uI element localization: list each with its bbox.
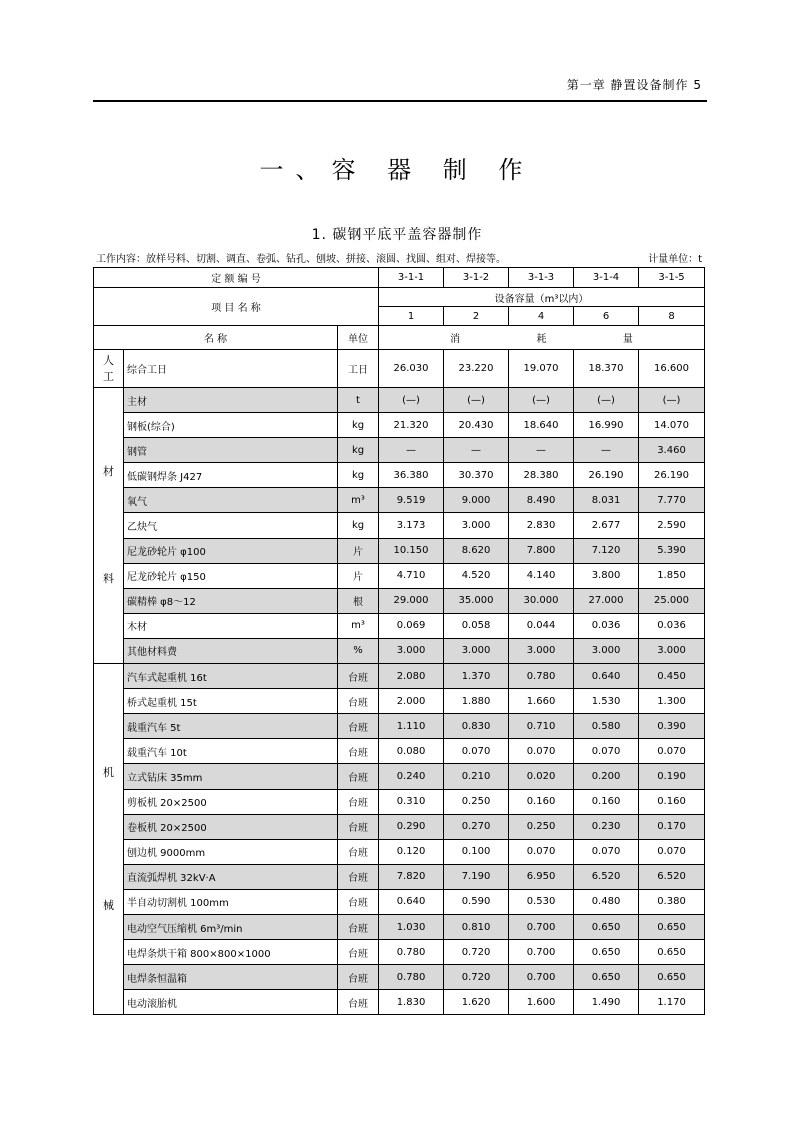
value-cell: 28.380 (509, 463, 574, 488)
value-cell: 35.000 (444, 588, 509, 613)
consumption-label: 消 (450, 334, 461, 345)
value-cell: 3.800 (574, 563, 639, 588)
page-title: 一、容 器 制 作 (259, 156, 535, 184)
value-cell: (—) (379, 388, 444, 413)
value-cell: 0.070 (509, 739, 574, 764)
value-cell: 3.000 (444, 638, 509, 663)
value-cell: 6.520 (574, 864, 639, 889)
value-cell: 20.430 (444, 413, 509, 438)
machinery-row (94, 864, 705, 889)
value-cell: 0.170 (639, 814, 705, 839)
machinery-row (94, 739, 705, 764)
item-name: 综合工日 (124, 350, 338, 388)
value-cell: 0.036 (639, 613, 705, 638)
item-unit: 台班 (338, 689, 379, 714)
value-cell: 0.810 (444, 914, 509, 939)
item-name: 立式钻床 35mm (124, 764, 338, 789)
value-cell: 5.390 (639, 538, 705, 563)
value-cell: 10.150 (379, 538, 444, 563)
machinery-category-label: 机 (103, 765, 114, 779)
value-cell: 0.380 (639, 889, 705, 914)
value-cell: 0.160 (509, 789, 574, 814)
value-cell: 0.710 (509, 714, 574, 739)
value-cell: 1.490 (574, 990, 639, 1015)
value-cell: 3.000 (574, 638, 639, 663)
value-cell: 14.070 (639, 413, 705, 438)
item-name-label: 项 目 名 称 (94, 288, 379, 326)
item-unit: 台班 (338, 664, 379, 689)
value-cell: 18.370 (574, 350, 639, 388)
value-cell: 0.650 (639, 914, 705, 939)
value-cell: 7.770 (639, 488, 705, 513)
item-unit: kg (338, 438, 379, 463)
value-cell: 0.070 (509, 839, 574, 864)
value-cell: 3.000 (639, 638, 705, 663)
value-cell: 0.190 (639, 764, 705, 789)
value-cell: 2.080 (379, 664, 444, 689)
machinery-category-label: 械 (103, 898, 114, 912)
item-name: 钢板(综合) (124, 413, 338, 438)
value-cell: (—) (639, 388, 705, 413)
item-name: 载重汽车 5t (124, 714, 338, 739)
value-cell: 1.110 (379, 714, 444, 739)
value-cell: 0.650 (574, 965, 639, 990)
machinery-row (94, 689, 705, 714)
item-name: 直流弧焊机 32kV·A (124, 864, 338, 889)
item-unit: 台班 (338, 990, 379, 1015)
code-cell: 3-1-4 (574, 268, 639, 288)
value-cell: 16.600 (639, 350, 705, 388)
value-cell: 7.800 (509, 538, 574, 563)
machinery-row (94, 940, 705, 965)
value-cell: 0.036 (574, 613, 639, 638)
value-cell: 0.230 (574, 814, 639, 839)
unit-note: 计量单位：t (648, 254, 702, 265)
material-category-label: 料 (103, 572, 114, 586)
item-name: 乙炔气 (124, 513, 338, 538)
capacity-cell: 8 (639, 307, 705, 326)
value-cell: 0.480 (574, 889, 639, 914)
material-row (94, 613, 705, 638)
value-cell: 0.250 (509, 814, 574, 839)
value-cell: 27.000 (574, 588, 639, 613)
item-unit: kg (338, 413, 379, 438)
item-unit: 台班 (338, 864, 379, 889)
value-cell: 4.520 (444, 563, 509, 588)
labor-row (94, 350, 705, 388)
header-rule (93, 100, 707, 102)
value-cell: 18.640 (509, 413, 574, 438)
value-cell: 1.660 (509, 689, 574, 714)
value-cell: 1.030 (379, 914, 444, 939)
material-row (94, 588, 705, 613)
value-cell: 0.650 (639, 965, 705, 990)
value-cell: 9.000 (444, 488, 509, 513)
item-unit: 台班 (338, 839, 379, 864)
item-name: 电动空气压缩机 6m³/min (124, 914, 338, 939)
capacity-cell: 4 (509, 307, 574, 326)
material-row (94, 513, 705, 538)
item-unit: 台班 (338, 814, 379, 839)
value-cell: 1.830 (379, 990, 444, 1015)
value-cell: 36.380 (379, 463, 444, 488)
value-cell: 1.880 (444, 689, 509, 714)
item-name: 氧气 (124, 488, 338, 513)
value-cell: 0.250 (444, 789, 509, 814)
value-cell: 0.070 (639, 739, 705, 764)
value-cell: 26.030 (379, 350, 444, 388)
machinery-category-cell (94, 664, 124, 1015)
value-cell: 1.600 (509, 990, 574, 1015)
code-cell: 3-1-3 (509, 268, 574, 288)
value-cell: 0.070 (574, 839, 639, 864)
value-cell: 0.780 (379, 940, 444, 965)
labor-category-label: 工 (103, 369, 114, 383)
machinery-row (94, 965, 705, 990)
value-cell: 25.000 (639, 588, 705, 613)
value-cell: — (444, 438, 509, 463)
labor-category-cell (94, 350, 124, 388)
value-cell: 7.120 (574, 538, 639, 563)
value-cell: 26.190 (639, 463, 705, 488)
consumption-label: 量 (622, 334, 633, 345)
value-cell: 0.720 (444, 965, 509, 990)
value-cell: 7.190 (444, 864, 509, 889)
value-cell: — (509, 438, 574, 463)
value-cell: 9.519 (379, 488, 444, 513)
value-cell: 6.520 (639, 864, 705, 889)
material-row (94, 488, 705, 513)
item-name: 卷板机 20×2500 (124, 814, 338, 839)
item-name: 电动滚胎机 (124, 990, 338, 1015)
item-unit: kg (338, 463, 379, 488)
value-cell: (—) (574, 388, 639, 413)
capacity-cell: 1 (379, 307, 444, 326)
item-name: 钢管 (124, 438, 338, 463)
value-cell: 2.830 (509, 513, 574, 538)
value-cell: 1.370 (444, 664, 509, 689)
item-unit: t (338, 388, 379, 413)
code-cell: 3-1-2 (444, 268, 509, 288)
value-cell: 3.000 (509, 638, 574, 663)
value-cell: 19.070 (509, 350, 574, 388)
item-unit: 片 (338, 563, 379, 588)
value-cell: 0.210 (444, 764, 509, 789)
material-category-cell (94, 388, 124, 664)
item-name: 电焊条烘干箱 800×800×1000 (124, 940, 338, 965)
value-cell: 0.640 (574, 664, 639, 689)
item-name: 剪板机 20×2500 (124, 789, 338, 814)
material-category-label: 材 (103, 464, 114, 478)
item-unit: 台班 (338, 764, 379, 789)
material-row (94, 638, 705, 663)
value-cell: 0.640 (379, 889, 444, 914)
value-cell: 0.310 (379, 789, 444, 814)
capacity-label-row (94, 288, 705, 307)
column-header-row (94, 326, 705, 350)
value-cell: 1.170 (639, 990, 705, 1015)
machinery-row (94, 889, 705, 914)
machinery-row (94, 714, 705, 739)
item-name: 木材 (124, 613, 338, 638)
value-cell: 1.300 (639, 689, 705, 714)
consumption-header (379, 326, 705, 350)
item-unit: 工日 (338, 350, 379, 388)
item-unit: 台班 (338, 889, 379, 914)
value-cell: 0.070 (574, 739, 639, 764)
value-cell: 2.590 (639, 513, 705, 538)
value-cell: 8.620 (444, 538, 509, 563)
item-name: 碳精棒 φ8～12 (124, 588, 338, 613)
value-cell: 0.160 (639, 789, 705, 814)
quota-table (93, 267, 705, 1015)
item-name: 电焊条恒温箱 (124, 965, 338, 990)
name-column-header: 名 称 (94, 326, 338, 350)
labor-category-label: 人 (103, 353, 114, 367)
value-cell: 7.820 (379, 864, 444, 889)
material-row (94, 538, 705, 563)
value-cell: 21.320 (379, 413, 444, 438)
value-cell: 2.677 (574, 513, 639, 538)
material-row (94, 438, 705, 463)
value-cell: 0.780 (509, 664, 574, 689)
value-cell: 0.700 (509, 965, 574, 990)
item-unit: 台班 (338, 965, 379, 990)
machinery-row (94, 764, 705, 789)
capacity-cell: 2 (444, 307, 509, 326)
item-name: 尼龙砂轮片 φ150 (124, 563, 338, 588)
value-cell: 0.720 (444, 940, 509, 965)
item-name: 主材 (124, 388, 338, 413)
value-cell: 2.000 (379, 689, 444, 714)
value-cell: 30.000 (509, 588, 574, 613)
item-name: 其他材料费 (124, 638, 338, 663)
capacity-label: 设备容量（m³以内） (379, 288, 705, 307)
item-unit: 片 (338, 538, 379, 563)
value-cell: 0.700 (509, 914, 574, 939)
item-unit: 台班 (338, 739, 379, 764)
value-cell: 8.490 (509, 488, 574, 513)
section-title: 1. 碳钢平底平盖容器制作 (311, 227, 483, 243)
value-cell: 0.069 (379, 613, 444, 638)
consumption-label: 耗 (536, 334, 547, 345)
value-cell: — (574, 438, 639, 463)
item-unit: 台班 (338, 714, 379, 739)
value-cell: 1.850 (639, 563, 705, 588)
machinery-row (94, 990, 705, 1015)
value-cell: 0.650 (574, 914, 639, 939)
value-cell: 3.173 (379, 513, 444, 538)
item-name: 半自动切割机 100mm (124, 889, 338, 914)
value-cell: 3.460 (639, 438, 705, 463)
item-unit: m³ (338, 613, 379, 638)
material-row (94, 563, 705, 588)
machinery-row (94, 789, 705, 814)
value-cell: 0.700 (509, 940, 574, 965)
value-cell: 0.020 (509, 764, 574, 789)
code-cell: 3-1-5 (639, 268, 705, 288)
item-unit: 台班 (338, 940, 379, 965)
value-cell: (—) (444, 388, 509, 413)
value-cell: 0.080 (379, 739, 444, 764)
item-name: 刨边机 9000mm (124, 839, 338, 864)
value-cell: 29.000 (379, 588, 444, 613)
chapter-header: 第一章 静置设备制作 5 (566, 78, 702, 92)
item-name: 低碳钢焊条 J427 (124, 463, 338, 488)
capacity-cell: 6 (574, 307, 639, 326)
machinery-row (94, 914, 705, 939)
value-cell: 3.000 (444, 513, 509, 538)
code-cell: 3-1-1 (379, 268, 444, 288)
value-cell: 0.390 (639, 714, 705, 739)
value-cell: 4.140 (509, 563, 574, 588)
value-cell: 0.160 (574, 789, 639, 814)
material-row (94, 413, 705, 438)
value-cell: 0.200 (574, 764, 639, 789)
item-name: 载重汽车 10t (124, 739, 338, 764)
value-cell: 0.650 (574, 940, 639, 965)
value-cell: 0.590 (444, 889, 509, 914)
value-cell: 0.058 (444, 613, 509, 638)
value-cell: 0.290 (379, 814, 444, 839)
item-name: 尼龙砂轮片 φ100 (124, 538, 338, 563)
machinery-row (94, 814, 705, 839)
value-cell: 0.650 (639, 940, 705, 965)
unit-column-header: 单位 (338, 326, 379, 350)
value-cell: 0.100 (444, 839, 509, 864)
value-cell: 30.370 (444, 463, 509, 488)
item-name: 汽车式起重机 16t (124, 664, 338, 689)
item-unit: kg (338, 513, 379, 538)
value-cell: 0.780 (379, 965, 444, 990)
item-unit: m³ (338, 488, 379, 513)
value-cell: 16.990 (574, 413, 639, 438)
value-cell: 8.031 (574, 488, 639, 513)
value-cell: 0.580 (574, 714, 639, 739)
value-cell: 0.070 (639, 839, 705, 864)
value-cell: 3.000 (379, 638, 444, 663)
value-cell: 1.530 (574, 689, 639, 714)
item-unit: 根 (338, 588, 379, 613)
material-row (94, 463, 705, 488)
machinery-row (94, 664, 705, 689)
item-unit: 台班 (338, 789, 379, 814)
value-cell: 6.950 (509, 864, 574, 889)
value-cell: 4.710 (379, 563, 444, 588)
value-cell: 0.120 (379, 839, 444, 864)
work-content: 工作内容：放样号料、切割、调直、卷弧、钻孔、刨坡、拼接、滚圆、找圆、组对、焊接等。 (96, 254, 506, 265)
value-cell: (—) (509, 388, 574, 413)
value-cell: 0.044 (509, 613, 574, 638)
value-cell: 1.620 (444, 990, 509, 1015)
value-cell: 0.530 (509, 889, 574, 914)
item-unit: % (338, 638, 379, 663)
value-cell: 26.190 (574, 463, 639, 488)
value-cell: 0.070 (444, 739, 509, 764)
quota-number-row (94, 268, 705, 288)
machinery-row (94, 839, 705, 864)
value-cell: 0.270 (444, 814, 509, 839)
value-cell: — (379, 438, 444, 463)
value-cell: 0.450 (639, 664, 705, 689)
material-row (94, 388, 705, 413)
value-cell: 23.220 (444, 350, 509, 388)
item-unit: 台班 (338, 914, 379, 939)
value-cell: 0.830 (444, 714, 509, 739)
quota-number-label: 定 额 编 号 (94, 268, 379, 288)
item-name: 桥式起重机 15t (124, 689, 338, 714)
value-cell: 0.240 (379, 764, 444, 789)
